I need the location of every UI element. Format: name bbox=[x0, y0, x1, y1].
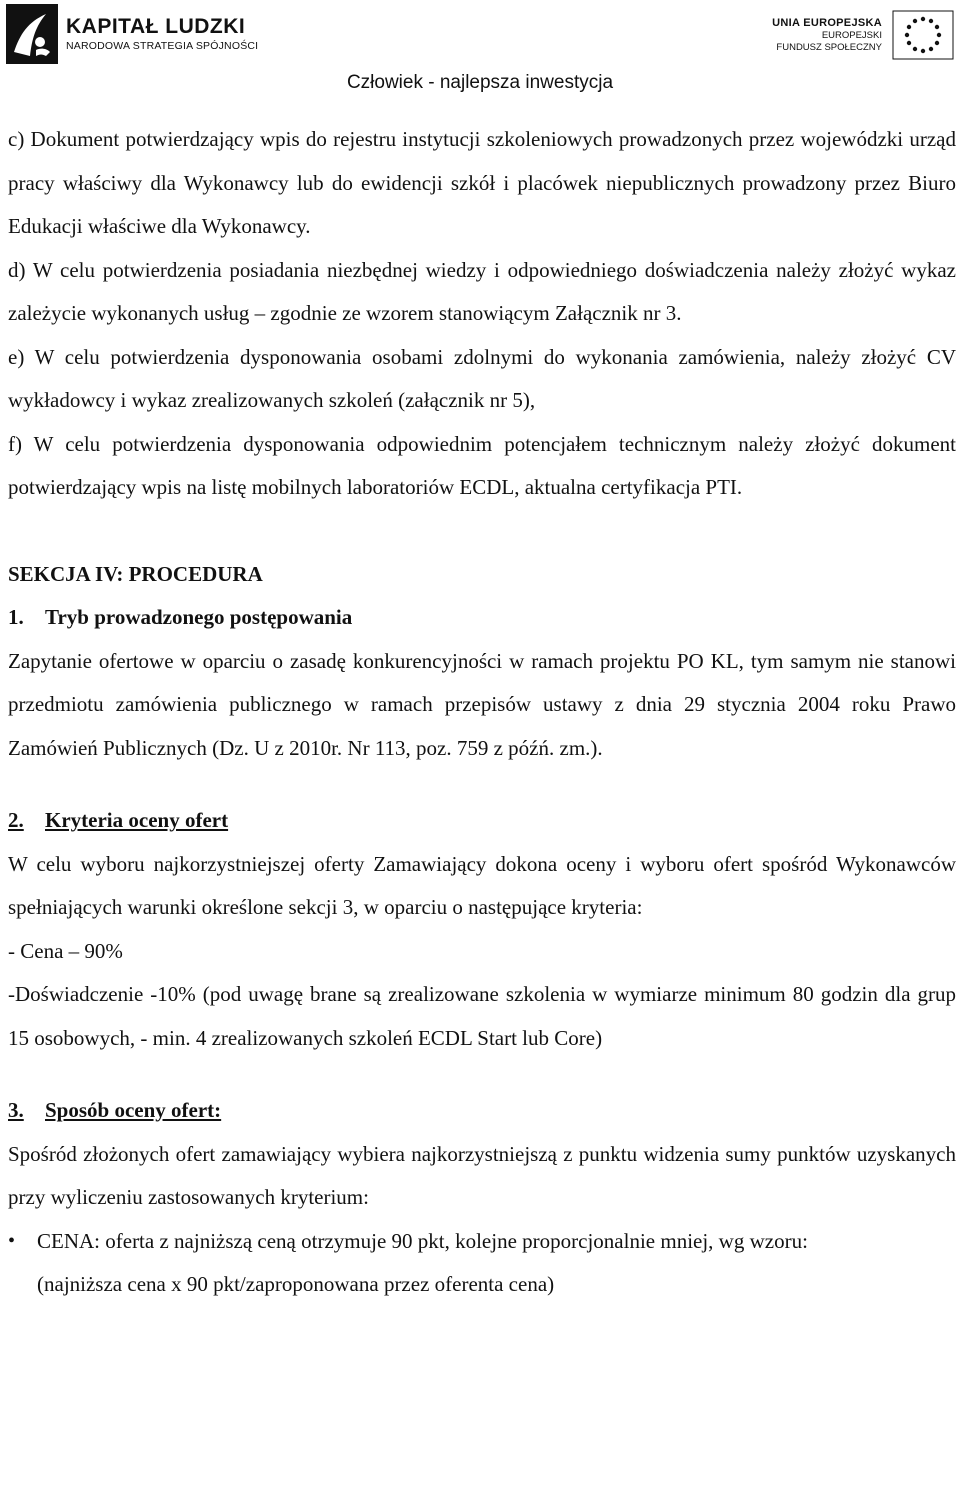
section-1-heading bbox=[8, 596, 956, 640]
paragraph-e: e) W celu potwierdzenia dysponowania osobami zdolnymi do wykonania zamówienia, należy złożyć CV wykładowcy i wykaz zrealizowanych szkoleń (załącznik nr 5), bbox=[8, 344, 956, 412]
document-body bbox=[8, 118, 956, 1307]
section-3-number: 3. bbox=[8, 1098, 24, 1122]
section-title: SEKCJA IV: PROCEDURA bbox=[8, 561, 263, 586]
section-3-title: Sposób oceny ofert: bbox=[45, 1098, 222, 1122]
paragraph-c: c) Dokument potwierdzający wpis do rejestru instytucji szkoleniowych prowadzonych przez wojewódzki urząd pracy właściwy dla Wykonawcy lub do ewidencji szkół i placówek niepublicznych prowadzony przez Biuro Edukacji właściwe dla Wykonawcy. bbox=[8, 127, 956, 238]
section-2-title: Kryteria oceny ofert bbox=[45, 808, 229, 832]
section-3-text: Spośród złożonych ofert zamawiający wybiera najkorzystniejszą z punktu widzenia sumy punktów uzyskanych przy wyliczeniu zastosowanych kryterium: bbox=[8, 1141, 956, 1209]
eu-logo bbox=[772, 10, 954, 60]
ue-line3: FUNDUSZ SPOŁECZNY bbox=[776, 41, 882, 53]
price-formula: (najniższa cena x 90 pkt/zaproponowana przez oferenta cena) bbox=[37, 1272, 555, 1296]
criterion-price: - Cena – 90% bbox=[8, 938, 123, 963]
page-header bbox=[0, 0, 960, 100]
kapital-ludzki-logo bbox=[6, 4, 258, 64]
list-item bbox=[8, 1220, 956, 1264]
section-2-heading bbox=[8, 799, 956, 843]
eu-flag-icon bbox=[892, 10, 954, 60]
section-1-text: Zapytanie ofertowe w oparciu o zasadę konkurencyjności w ramach projektu PO KL, tym samym nie stanowi przedmiotu zamówienia publicznego w ramach przepisów ustawy z dnia 29 stycznia 2004 roku Prawo Zamówień Publicznych (Dz. U z 2010r. Nr 113, poz. 759 z późń. zm.). bbox=[8, 648, 956, 760]
section-2-number: 2. bbox=[8, 808, 24, 832]
kl-title: KAPITAŁ LUDZKI bbox=[66, 15, 246, 38]
price-rule: CENA: oferta z najniższą ceną otrzymuje 90 pkt, kolejne proporcjonalnie mniej, wg wzoru: bbox=[37, 1228, 808, 1253]
kl-subtitle: NARODOWA STRATEGIA SPÓJNOŚCI bbox=[66, 40, 259, 52]
paragraph-f: f) W celu potwierdzenia dysponowania odpowiednim potencjałem technicznym należy złożyć dokument potwierdzający wpis na listę mobilnych laboratoriów ECDL, aktualna certyfikacja PTI. bbox=[8, 431, 956, 499]
paragraph-d: d) W celu potwierdzenia posiadania niezbędnej wiedzy i odpowiedniego doświadczenia należy złożyć wykaz zależycie wykonanych usług – zgodnie ze wzorem stanowiącym Załącznik nr 3. bbox=[8, 257, 956, 325]
section-2-text: W celu wyboru najkorzystniejszej oferty Zamawiający dokona oceny i wyboru ofert spośród Wykonawców spełniających warunki określone sekcji 3, w oparciu o następujące kryteria: bbox=[8, 851, 956, 919]
bullet-icon: • bbox=[8, 1229, 16, 1252]
section-1-number: 1. bbox=[8, 605, 24, 629]
criterion-experience: -Doświadczenie -10% (pod uwagę brane są zrealizowane szkolenia w wymiarze minimum 80 godzin dla grup 15 osobowych, - min. 4 zrealizowanych szkoleń ECDL Start lub Core) bbox=[8, 982, 956, 1050]
section-1-title: Tryb prowadzonego postępowania bbox=[45, 605, 353, 629]
ue-line2: EUROPEJSKI bbox=[821, 29, 882, 41]
slogan: Człowiek - najlepsza inwestycja bbox=[346, 72, 614, 93]
section-3-heading bbox=[8, 1089, 956, 1133]
kapital-ludzki-logo-icon bbox=[6, 4, 58, 64]
ue-line1: UNIA EUROPEJSKA bbox=[772, 16, 882, 29]
